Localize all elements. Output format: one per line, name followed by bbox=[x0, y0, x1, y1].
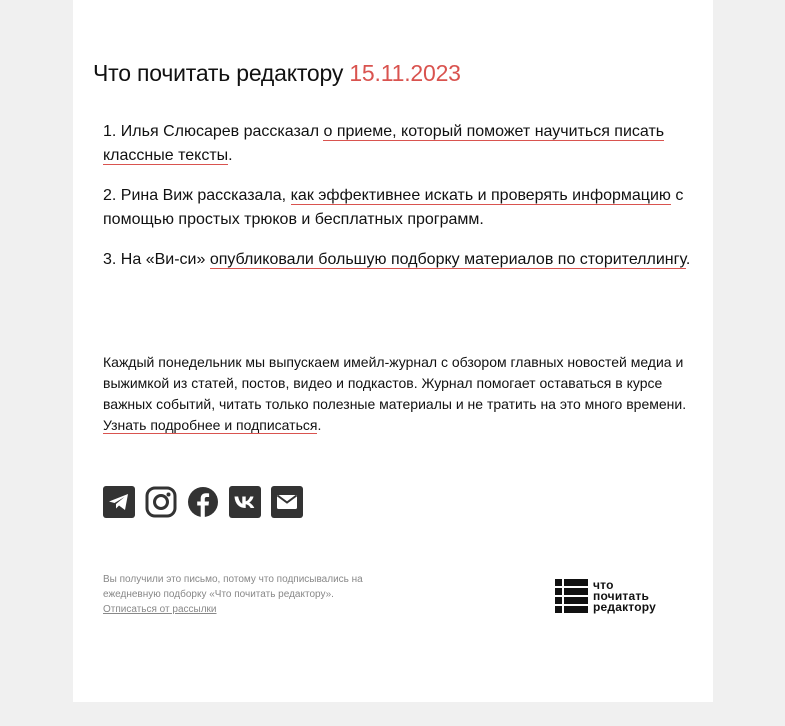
vk-icon[interactable] bbox=[229, 486, 261, 518]
title-text: Что почитать редактору bbox=[93, 60, 344, 86]
subscribe-link[interactable]: Узнать подробнее и подписаться bbox=[103, 417, 318, 433]
telegram-icon[interactable] bbox=[103, 486, 135, 518]
list-item bbox=[103, 184, 693, 232]
logo-line: что bbox=[593, 577, 614, 592]
item-text: 2. Рина Виж рассказала, bbox=[103, 187, 291, 204]
logo-line: редактору bbox=[593, 599, 656, 614]
item-text: 1. Илья Слюсарев рассказал bbox=[103, 123, 324, 140]
instagram-icon[interactable] bbox=[145, 486, 177, 518]
item-suffix: с помощью простых трюков и бесплатных программ. bbox=[103, 187, 684, 228]
article-link[interactable]: как эффективнее искать и проверять информацию bbox=[290, 187, 671, 204]
about-suffix: . bbox=[317, 417, 322, 433]
unsubscribe-link[interactable]: Отписаться от рассылки bbox=[103, 604, 217, 615]
facebook-icon[interactable] bbox=[187, 486, 219, 518]
newsletter-card bbox=[73, 0, 713, 702]
issue-date: 15.11.2023 bbox=[349, 60, 461, 86]
footer-note-text: Вы получили это письмо, потому что подписывались на ежедневную подборку «Что почитать редактору». bbox=[103, 574, 363, 600]
article-link[interactable]: о приеме, который поможет научиться писать классные тексты bbox=[103, 123, 665, 164]
item-suffix: . bbox=[685, 251, 691, 268]
list-item bbox=[103, 248, 693, 272]
logo-bars-icon bbox=[555, 579, 588, 613]
item-suffix: . bbox=[228, 147, 233, 164]
logo-text bbox=[593, 577, 656, 614]
article-link[interactable]: опубликовали большую подборку материалов по сторителлингу bbox=[209, 251, 686, 268]
list-item bbox=[103, 120, 693, 168]
page-title bbox=[93, 57, 461, 89]
article-list bbox=[103, 120, 693, 288]
footer-note bbox=[103, 572, 393, 617]
logo-line: почитать bbox=[593, 588, 650, 603]
about-paragraph bbox=[103, 352, 688, 436]
social-links bbox=[103, 486, 303, 518]
email-icon[interactable] bbox=[271, 486, 303, 518]
logo[interactable] bbox=[555, 576, 685, 616]
item-text: 3. На «Ви-си» bbox=[103, 251, 210, 268]
about-text: Каждый понедельник мы выпускаем имейл-журнал с обзором главных новостей медиа и выжимкой из статей, постов, видео и подкастов. Журнал помогает оставаться в курсе важных событий, читать только полезные материалы и не тратить на это много времени. bbox=[103, 354, 687, 412]
